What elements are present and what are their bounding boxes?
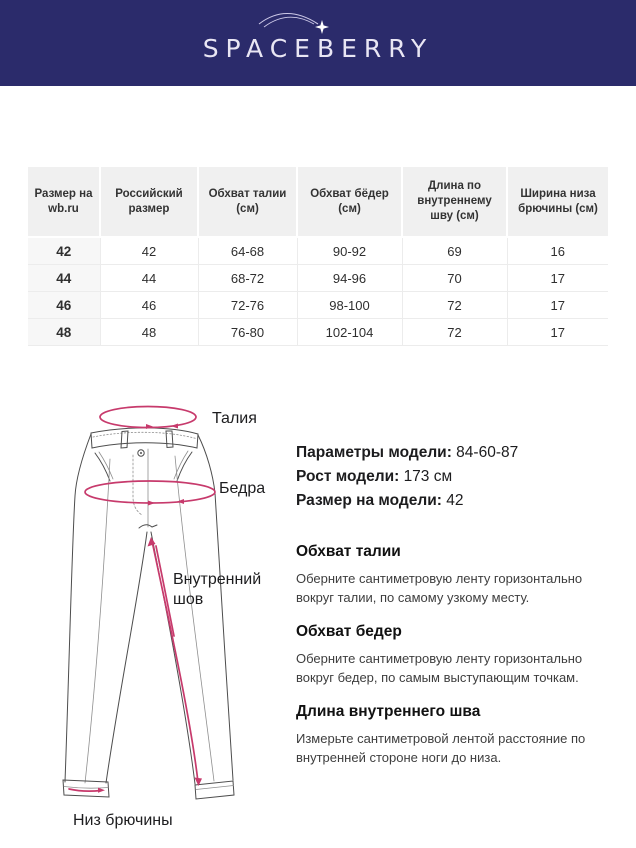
size-cell: 70 (402, 265, 507, 292)
model-info-line (296, 489, 518, 513)
size-cell: 72-76 (198, 292, 297, 319)
size-cell: 42 (100, 237, 198, 265)
label-inner-seam: Внутренний шов (173, 571, 262, 608)
size-cell: 46 (100, 292, 198, 319)
guide-text: Оберните сантиметровую ленту горизонтально вокруг бедер, по самым выступающим точкам. (296, 651, 583, 685)
guide-text: Оберните сантиметровую ленту горизонтально вокруг талии, по самому узкому месту. (296, 571, 583, 605)
model-info-value: 173 см (403, 468, 453, 485)
model-info-value: 84-60-87 (456, 444, 519, 461)
size-cell: 102-104 (297, 319, 402, 346)
guide-title: Длина внутреннего шва (296, 703, 481, 720)
size-cell: 17 (507, 319, 608, 346)
size-cell-wb: 44 (28, 265, 100, 292)
column-header: Размер на wb.ru (28, 167, 100, 237)
table-row (28, 319, 608, 346)
size-cell: 94-96 (297, 265, 402, 292)
size-cell-wb: 48 (28, 319, 100, 346)
label-waist: Талия (212, 410, 257, 427)
size-cell: 48 (100, 319, 198, 346)
shooting-star-icon (256, 7, 340, 39)
model-info-label: Размер на модели: (296, 492, 447, 509)
size-cell: 72 (402, 319, 507, 346)
guide-text: Измерьте сантиметровой лентой расстояние по внутренней стороне ноги до низа. (296, 731, 586, 765)
size-cell: 76-80 (198, 319, 297, 346)
model-info (296, 441, 518, 513)
column-header: Длина по внутреннему шву (см) (402, 167, 507, 237)
column-header: Ширина низа брючины (см) (507, 167, 608, 237)
model-info-line (296, 465, 518, 489)
table-row (28, 265, 608, 292)
column-header: Обхват талии (см) (198, 167, 297, 237)
size-cell: 72 (402, 292, 507, 319)
measure-guides (296, 543, 600, 783)
size-cell: 17 (507, 292, 608, 319)
column-header: Российский размер (100, 167, 198, 237)
pants-diagram (55, 393, 275, 828)
model-info-line (296, 441, 518, 465)
model-info-label: Параметры модели: (296, 444, 457, 461)
size-cell: 69 (402, 237, 507, 265)
size-table (28, 167, 608, 346)
measure-guide-section (296, 623, 600, 687)
size-cell: 64-68 (198, 237, 297, 265)
brand-header (0, 0, 636, 86)
guide-title: Обхват талии (296, 543, 401, 560)
measure-guide-section (296, 703, 600, 767)
guide-title: Обхват бедер (296, 623, 402, 640)
model-info-label: Рост модели: (296, 468, 404, 485)
size-cell: 98-100 (297, 292, 402, 319)
size-cell: 44 (100, 265, 198, 292)
brand-logo: SPACEBERRY (202, 33, 434, 63)
model-info-value: 42 (446, 492, 464, 509)
measure-guide-section (296, 543, 600, 607)
size-cell: 17 (507, 265, 608, 292)
size-cell-wb: 42 (28, 237, 100, 265)
size-cell-wb: 46 (28, 292, 100, 319)
label-leg-bottom: Низ брючины (73, 812, 173, 829)
size-cell: 16 (507, 237, 608, 265)
size-table-head-row (28, 167, 608, 237)
size-table-body (28, 237, 608, 346)
size-cell: 90-92 (297, 237, 402, 265)
size-cell: 68-72 (198, 265, 297, 292)
label-hips: Бедра (219, 480, 266, 497)
column-header: Обхват бёдер (см) (297, 167, 402, 237)
table-row (28, 237, 608, 265)
table-row (28, 292, 608, 319)
